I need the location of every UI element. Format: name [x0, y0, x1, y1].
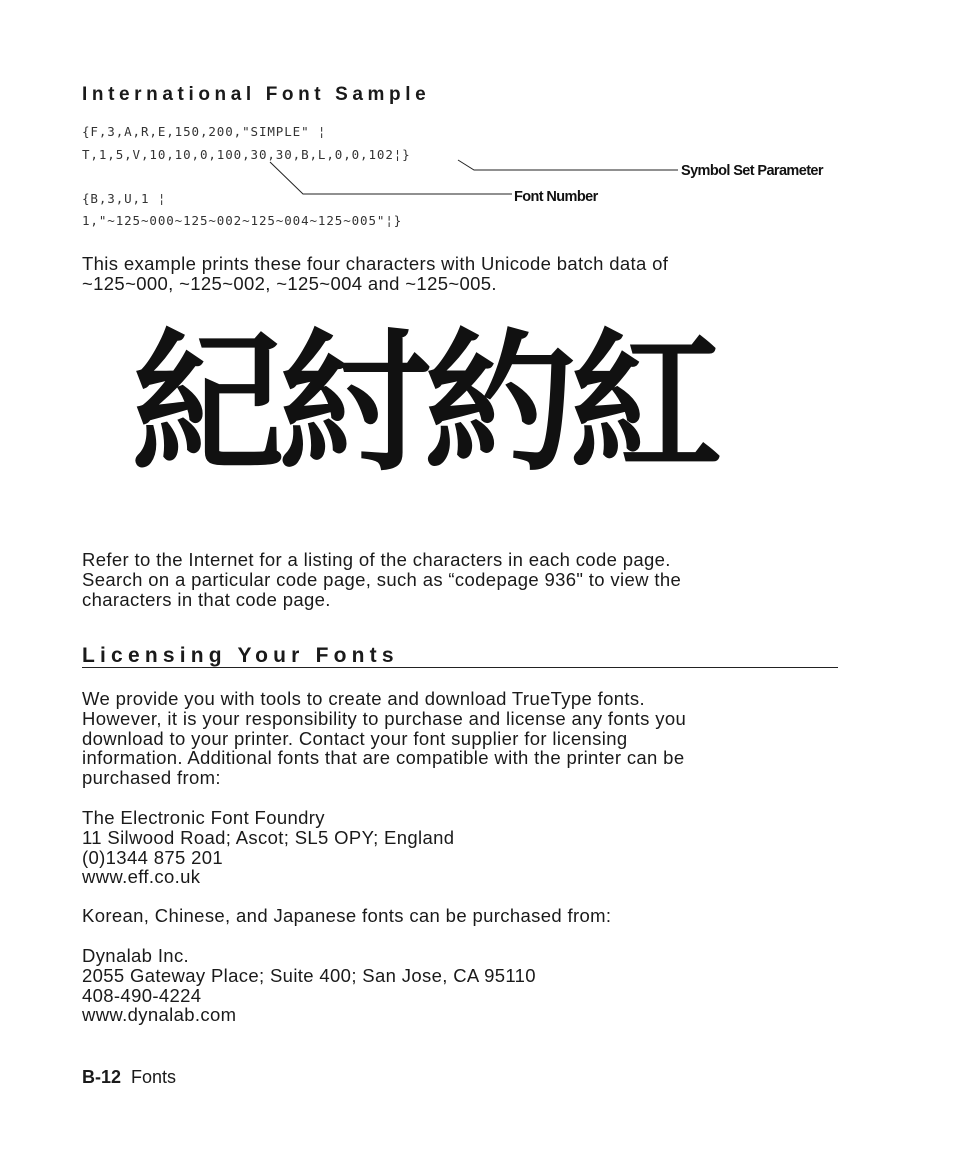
- vendor-phone: 408-490-4224: [82, 984, 202, 1006]
- example-paragraph-line: This example prints these four characters with Unicode batch data of: [82, 253, 669, 274]
- symbol-set-leader-line: [458, 160, 678, 170]
- callout-symbol-set-parameter: Symbol Set Parameter: [681, 163, 823, 179]
- vendor-phone: (0)1344 875 201: [82, 846, 224, 868]
- vendor-street-address: 2055 Gateway Place; Suite 400; San Jose, CA 95110: [82, 964, 536, 986]
- licensing-paragraph-line: However, it is your responsibility to purchase and license any fonts you: [82, 707, 687, 729]
- vendor-name: The Electronic Font Foundry: [82, 807, 325, 828]
- example-paragraph-line: ~125~000, ~125~002, ~125~004 and ~125~005.: [82, 272, 497, 294]
- footer-section-name: Fonts: [131, 1067, 177, 1087]
- page-number: B-12: [82, 1067, 122, 1087]
- licensing-paragraph-line: We provide you with tools to create and download TrueType fonts.: [82, 688, 645, 709]
- refer-paragraph-line: characters in that code page.: [82, 588, 331, 610]
- vendor-name: Dynalab Inc.: [82, 945, 190, 966]
- code-line-2: T,1,5,V,10,10,0,100,30,30,B,L,0,0,102¦}: [82, 147, 411, 162]
- sample-characters: 紀紂約紅: [132, 315, 716, 492]
- callout-font-number: Font Number: [514, 189, 598, 205]
- licensing-paragraph-line: information. Additional fonts that are compatible with the printer can be: [82, 747, 685, 769]
- heading-underline-rule: [82, 667, 838, 668]
- licensing-paragraph-line: download to your printer. Contact your font supplier for licensing: [82, 727, 628, 749]
- licensing-paragraph-line: purchased from:: [82, 767, 221, 789]
- font-number-leader-line: [270, 162, 512, 194]
- vendor-website: www.eff.co.uk: [82, 866, 201, 888]
- section-heading-international-font-sample: International Font Sample: [82, 84, 431, 105]
- refer-paragraph: [82, 550, 802, 609]
- vendor-street-address: 11 Silwood Road; Ascot; SL5 OPY; England: [82, 826, 455, 848]
- section-heading-licensing-your-fonts: Licensing Your Fonts: [82, 644, 399, 667]
- page-footer: [82, 1067, 176, 1088]
- refer-paragraph-line: Search on a particular code page, such as “codepage 936" to view the: [82, 568, 682, 590]
- asian-fonts-line: Korean, Chinese, and Japanese fonts can be purchased from:: [82, 905, 612, 926]
- code-line-1: {F,3,A,R,E,150,200,"SIMPLE" ¦: [82, 124, 327, 139]
- licensing-paragraph: [82, 689, 842, 788]
- vendor-address-eff: [82, 808, 802, 887]
- code-line-3: {B,3,U,1 ¦: [82, 191, 167, 206]
- example-paragraph: [82, 254, 802, 294]
- vendor-website: www.dynalab.com: [82, 1004, 237, 1026]
- refer-paragraph-line: Refer to the Internet for a listing of the characters in each code page.: [82, 549, 671, 570]
- vendor-address-dynalab: [82, 946, 802, 1025]
- code-line-4: 1,"~125~000~125~002~125~004~125~005"¦}: [82, 213, 403, 228]
